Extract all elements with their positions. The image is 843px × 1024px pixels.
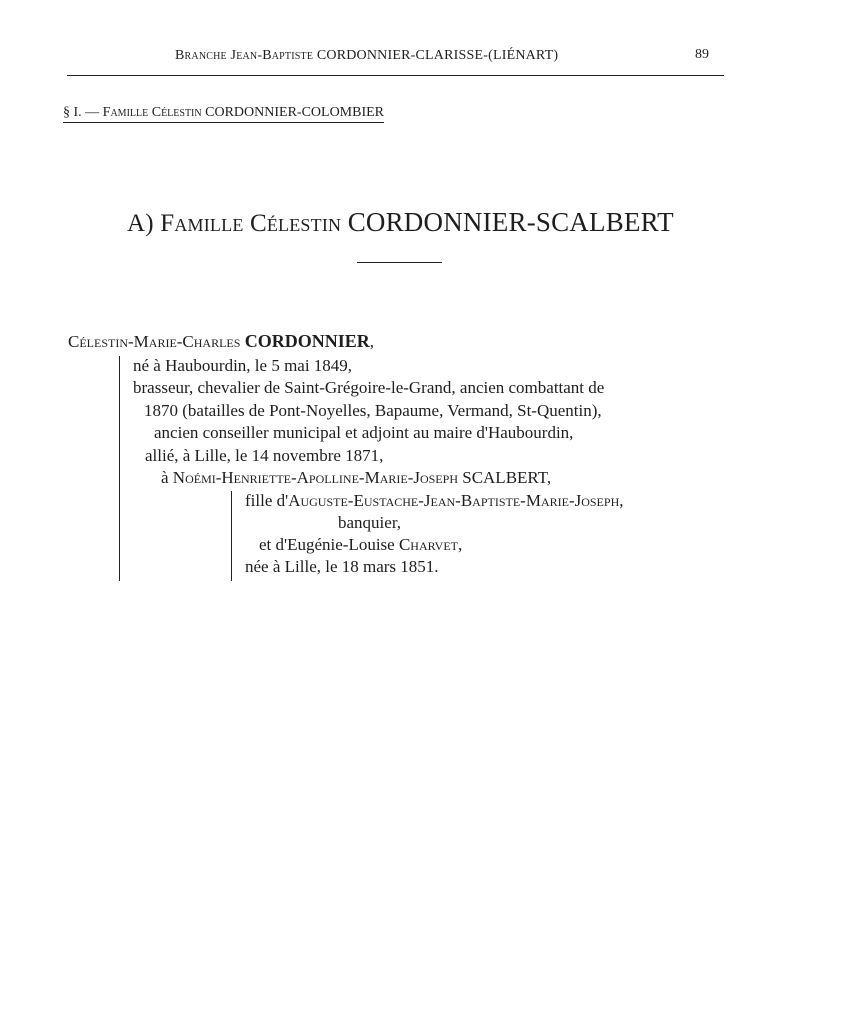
- spouse-surname: SCALBERT,: [462, 468, 552, 487]
- spouse-bracket: [231, 491, 232, 581]
- running-head-branch-name: CORDONNIER-CLARISSE-(LIÉNART): [316, 48, 559, 63]
- section-label: Famille Célestin: [102, 105, 202, 120]
- family-title: [127, 207, 674, 238]
- person-marriage: allié, à Lille, le 14 novembre 1871,: [145, 446, 384, 465]
- running-head: [175, 48, 558, 64]
- person-birth: né à Haubourdin, le 5 mai 1849,: [133, 356, 353, 375]
- running-head-branch-label: Branche Jean-Baptiste: [175, 48, 314, 63]
- spouse-name: [161, 468, 551, 488]
- spouse-birth: née à Lille, le 18 mars 1851.: [245, 557, 439, 576]
- spouse-mother-prefix: et d'Eugénie-Louise: [259, 535, 399, 554]
- section-heading: [63, 105, 384, 123]
- person-trailing: ,: [369, 332, 374, 351]
- spouse-father-occupation: banquier,: [338, 513, 402, 532]
- person-given-names: Célestin-Marie-Charles: [68, 332, 241, 351]
- section-number: § I. —: [63, 105, 100, 120]
- person-occupation-line-1: brasseur, chevalier de Saint-Grégoire-le-Grand, ancien combattant de: [133, 378, 605, 397]
- family-name: CORDONNIER-SCALBERT: [347, 207, 674, 237]
- person-surname: CORDONNIER: [244, 331, 370, 351]
- spouse-prefix: à: [161, 468, 173, 487]
- person-bracket: [119, 356, 120, 581]
- section-name: CORDONNIER-COLOMBIER: [205, 105, 385, 120]
- spouse-father: [245, 491, 623, 511]
- family-label: Famille Célestin: [160, 210, 342, 237]
- family-prefix: A): [127, 210, 154, 237]
- title-rule: [357, 262, 442, 263]
- spouse-mother-surname: Charvet,: [398, 535, 463, 554]
- spouse-father-prefix: fille d': [245, 491, 289, 510]
- person-name: [68, 331, 374, 352]
- person-occupation-line-2: 1870 (batailles de Pont-Noyelles, Bapaume, Vermand, St-Quentin),: [144, 401, 602, 420]
- spouse-father-name: Auguste-Eustache-Jean-Baptiste-Marie-Joseph,: [288, 491, 624, 510]
- spouse-mother: [259, 535, 462, 555]
- page-number: 89: [695, 47, 709, 62]
- spouse-given-names: Noémi-Henriette-Apolline-Marie-Joseph: [172, 468, 458, 487]
- person-occupation-line-3: ancien conseiller municipal et adjoint au maire d'Haubourdin,: [154, 423, 574, 442]
- header-rule: [67, 75, 724, 76]
